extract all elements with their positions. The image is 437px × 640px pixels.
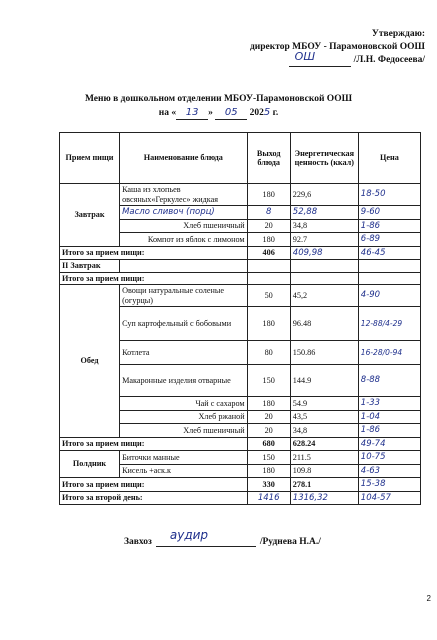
- table-header-row: [60, 133, 421, 184]
- total-label: Итого за прием пищи:: [60, 246, 248, 260]
- dish-output: 180: [247, 464, 290, 478]
- total-output: 330: [247, 478, 290, 492]
- approval-signature-row: [185, 50, 425, 67]
- dish-price: 8-88: [358, 365, 420, 397]
- dish-price: 18-50: [358, 184, 420, 206]
- total-price: 15-38: [358, 478, 420, 492]
- footer-signature-line: аудир: [156, 534, 256, 547]
- header-meal: Прием пищи: [60, 133, 120, 184]
- dish-price: 9-60: [358, 206, 420, 220]
- approval-heading: Утверждаю:: [371, 29, 425, 39]
- dish-name: Овощи натуральные соленые (огурцы): [120, 285, 248, 307]
- dish-energy: 52,88: [290, 206, 358, 220]
- approval-name: /Л.Н. Федосеева/: [353, 55, 425, 65]
- dish-name: Биточки манные: [120, 451, 248, 465]
- dish-price: 4-63: [358, 464, 420, 478]
- meal-breakfast: Завтрак: [60, 184, 120, 247]
- page-number: 2: [426, 594, 431, 603]
- dish-name: Котлета: [120, 341, 248, 365]
- menu-table: [59, 132, 421, 505]
- table-row: [60, 285, 421, 307]
- total-energy: 278.1: [290, 478, 358, 492]
- table-row-total: [60, 437, 421, 451]
- dish-energy: 34,8: [290, 219, 358, 233]
- meal-second-breakfast: II Завтрак: [60, 260, 120, 273]
- total-output: 406: [247, 246, 290, 260]
- dish-energy: 144.9: [290, 365, 358, 397]
- dish-name: Хлеб пшеничный: [120, 219, 248, 233]
- dish-output: 180: [247, 307, 290, 341]
- meal-lunch: Обед: [60, 285, 120, 438]
- dish-name: Каша из хлопьев овсяных«Геркулес» жидкая: [120, 184, 248, 206]
- dish-output: 180: [247, 184, 290, 206]
- total-label: Итого за прием пищи:: [60, 272, 248, 285]
- dish-energy: 54.9: [290, 397, 358, 411]
- approval-block: [185, 28, 425, 67]
- total-price: 49-74: [358, 437, 420, 451]
- dish-name: Хлеб пшеничный: [120, 424, 248, 438]
- dish-output: 20: [247, 410, 290, 424]
- meal-snack: Полдник: [60, 451, 120, 478]
- dish-name: Суп картофельный с бобовыми: [120, 307, 248, 341]
- dish-energy: 229,6: [290, 184, 358, 206]
- table-row-total: [60, 478, 421, 492]
- table-row-total: [60, 272, 421, 285]
- footer-name: /Руднева Н.А./: [259, 537, 321, 547]
- header-output: Выход блюда: [247, 133, 290, 184]
- dish-energy: 43,5: [290, 410, 358, 424]
- dish-price: 16-28/0-94: [358, 341, 420, 365]
- approval-signature: ОШ: [289, 56, 351, 67]
- day-total-energy: 1316,32: [290, 491, 358, 505]
- dish-output: 50: [247, 285, 290, 307]
- dish-energy: 96.48: [290, 307, 358, 341]
- footer-label: Завхоз: [124, 537, 152, 547]
- total-energy: 409,98: [290, 246, 358, 260]
- dish-name: Макаронные изделия отварные: [120, 365, 248, 397]
- dish-output: 150: [247, 365, 290, 397]
- dish-price: 6-89: [358, 233, 420, 247]
- dish-price: 1-86: [358, 219, 420, 233]
- total-output: 680: [247, 437, 290, 451]
- day-total-label: Итого за второй день:: [60, 491, 248, 505]
- date-month: 05: [215, 106, 247, 120]
- dish-price: 1-86: [358, 424, 420, 438]
- header-dish: Наименование блюда: [120, 133, 248, 184]
- header-energy: Энергетическая ценность (ккал): [290, 133, 358, 184]
- dish-name: Чай с сахаром: [120, 397, 248, 411]
- dish-price: 1-33: [358, 397, 420, 411]
- dish-output: 150: [247, 451, 290, 465]
- dish-output: 80: [247, 341, 290, 365]
- day-total-price: 104-57: [358, 491, 420, 505]
- dish-output: 180: [247, 397, 290, 411]
- total-price: 46-45: [358, 246, 420, 260]
- dish-price: 1-04: [358, 410, 420, 424]
- dish-energy: 92.7: [290, 233, 358, 247]
- day-total-output: 1416: [247, 491, 290, 505]
- footer-signature: [124, 528, 321, 547]
- dish-energy: 45,2: [290, 285, 358, 307]
- approval-position: директор МБОУ - Парамоновской ООШ: [249, 42, 425, 52]
- table-row: [60, 260, 421, 273]
- table-row: [60, 451, 421, 465]
- page-title: [0, 93, 437, 120]
- dish-output: 20: [247, 424, 290, 438]
- dish-energy: 150.86: [290, 341, 358, 365]
- total-label: Итого за прием пищи:: [60, 437, 248, 451]
- dish-price: 4-90: [358, 285, 420, 307]
- dish-name: Кисель +аск.к: [120, 464, 248, 478]
- dish-name: Компот из яблок с лимоном: [120, 233, 248, 247]
- title-date: на « 13 » 05 2025 г.: [158, 107, 279, 118]
- dish-name: Масло сливоч (порц): [120, 206, 248, 220]
- total-label: Итого за прием пищи:: [60, 478, 248, 492]
- dish-price: 10-75: [358, 451, 420, 465]
- total-energy: 628.24: [290, 437, 358, 451]
- dish-energy: 34,8: [290, 424, 358, 438]
- dish-name: Хлеб ржаной: [120, 410, 248, 424]
- dish-output: 8: [247, 206, 290, 220]
- table-row-total: [60, 246, 421, 260]
- title-line1: Меню в дошкольном отделении МБОУ-Парамоновской ООШ: [84, 94, 353, 104]
- dish-energy: 211.5: [290, 451, 358, 465]
- dish-price: 12-88/4-29: [358, 307, 420, 341]
- date-year-digit: 5: [263, 107, 271, 118]
- dish-output: 20: [247, 219, 290, 233]
- header-price: Цена: [358, 133, 420, 184]
- table-row: [60, 184, 421, 206]
- table-row-day-total: [60, 491, 421, 505]
- dish-output: 180: [247, 233, 290, 247]
- date-day: 13: [176, 106, 208, 120]
- dish-energy: 109.8: [290, 464, 358, 478]
